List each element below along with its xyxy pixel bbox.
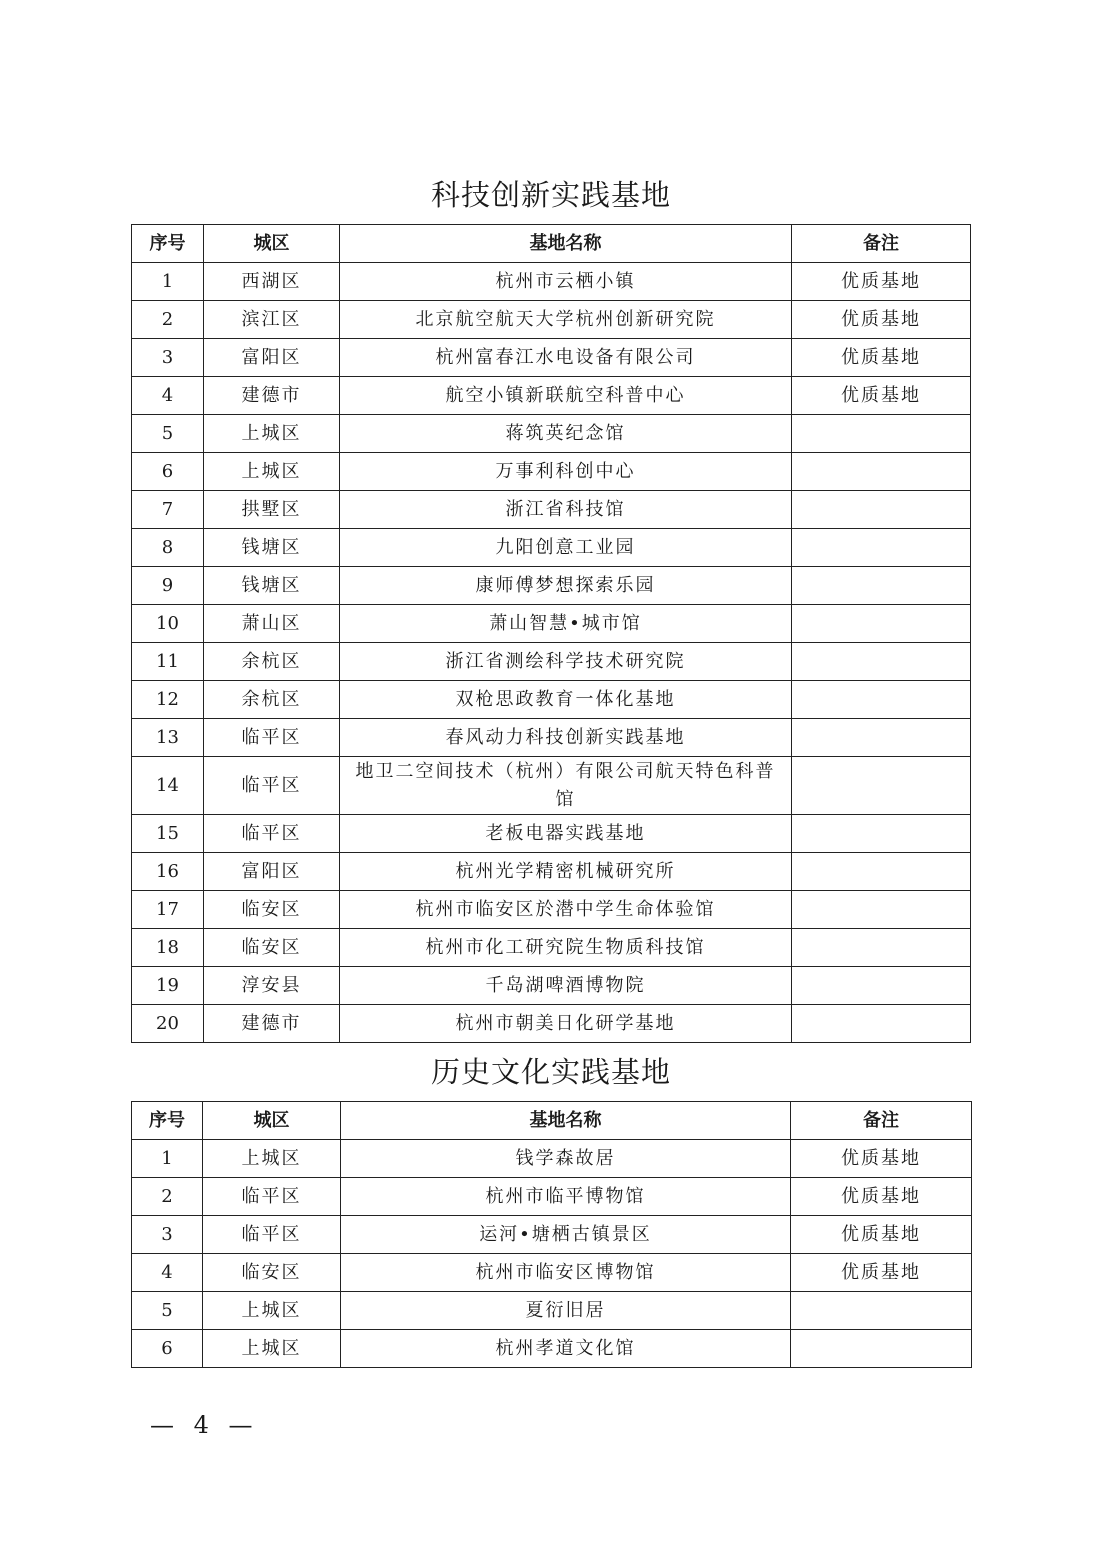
cell-remark: 优质基地: [791, 1216, 972, 1254]
cell-base-name: 杭州市朝美日化研学基地: [340, 1005, 792, 1043]
cell-district: 临平区: [204, 719, 340, 757]
header-remark: 备注: [792, 225, 971, 263]
history-base-table: [131, 1101, 972, 1368]
cell-base-name: 杭州孝道文化馆: [341, 1330, 791, 1368]
table-row: [132, 1330, 972, 1368]
table-row: [132, 415, 971, 453]
cell-base-name: 地卫二空间技术（杭州）有限公司航天特色科普馆: [340, 757, 792, 815]
cell-base-name: 蒋筑英纪念馆: [340, 415, 792, 453]
table-row: [132, 719, 971, 757]
cell-remark: [792, 757, 971, 815]
cell-remark: 优质基地: [792, 377, 971, 415]
cell-index: 13: [132, 719, 204, 757]
cell-index: 20: [132, 1005, 204, 1043]
cell-remark: [792, 491, 971, 529]
cell-remark: 优质基地: [792, 301, 971, 339]
cell-remark: [792, 815, 971, 853]
cell-remark: [792, 529, 971, 567]
table-header-row: [132, 225, 971, 263]
cell-index: 19: [132, 967, 204, 1005]
section-title-tech: 科技创新实践基地: [430, 178, 671, 212]
cell-remark: [792, 415, 971, 453]
cell-district: 临平区: [203, 1216, 341, 1254]
cell-base-name: 杭州光学精密机械研究所: [340, 853, 792, 891]
cell-base-name: 萧山智慧•城市馆: [340, 605, 792, 643]
cell-base-name: 浙江省测绘科学技术研究院: [340, 643, 792, 681]
cell-remark: [792, 891, 971, 929]
cell-base-name: 钱学森故居: [341, 1140, 791, 1178]
cell-index: 9: [132, 567, 204, 605]
cell-district: 临平区: [203, 1178, 341, 1216]
table-row: [132, 605, 971, 643]
cell-index: 6: [132, 453, 204, 491]
table-row: [132, 1005, 971, 1043]
table-row: [132, 853, 971, 891]
cell-remark: 优质基地: [792, 263, 971, 301]
cell-base-name: 老板电器实践基地: [340, 815, 792, 853]
cell-index: 1: [132, 263, 204, 301]
table-row: [132, 1216, 972, 1254]
cell-index: 5: [132, 415, 204, 453]
cell-index: 6: [132, 1330, 203, 1368]
table-row: [132, 1292, 972, 1330]
cell-index: 12: [132, 681, 204, 719]
header-index: 序号: [132, 1102, 203, 1140]
section-title-history: 历史文化实践基地: [430, 1055, 671, 1089]
cell-base-name: 运河•塘栖古镇景区: [341, 1216, 791, 1254]
cell-district: 西湖区: [204, 263, 340, 301]
table-row: [132, 377, 971, 415]
cell-index: 7: [132, 491, 204, 529]
cell-district: 余杭区: [204, 643, 340, 681]
table-row: [132, 929, 971, 967]
header-district: 城区: [204, 225, 340, 263]
history-table-body: [132, 1140, 972, 1368]
cell-index: 4: [132, 377, 204, 415]
cell-district: 富阳区: [204, 339, 340, 377]
cell-index: 18: [132, 929, 204, 967]
cell-base-name: 杭州市临安区博物馆: [341, 1254, 791, 1292]
cell-remark: [792, 643, 971, 681]
header-base-name: 基地名称: [340, 225, 792, 263]
cell-remark: [792, 1005, 971, 1043]
cell-base-name: 夏衍旧居: [341, 1292, 791, 1330]
cell-base-name: 杭州市化工研究院生物质科技馆: [340, 929, 792, 967]
cell-base-name: 双枪思政教育一体化基地: [340, 681, 792, 719]
header-remark: 备注: [791, 1102, 972, 1140]
cell-base-name: 千岛湖啤酒博物院: [340, 967, 792, 1005]
table-row: [132, 815, 971, 853]
table-row: [132, 491, 971, 529]
cell-base-name: 杭州市临安区於潜中学生命体验馆: [340, 891, 792, 929]
tech-table-body: [132, 263, 971, 1043]
cell-district: 滨江区: [204, 301, 340, 339]
table-row: [132, 681, 971, 719]
cell-base-name: 北京航空航天大学杭州创新研究院: [340, 301, 792, 339]
header-index: 序号: [132, 225, 204, 263]
cell-base-name: 九阳创意工业园: [340, 529, 792, 567]
cell-district: 上城区: [203, 1330, 341, 1368]
cell-remark: 优质基地: [791, 1178, 972, 1216]
cell-remark: [792, 929, 971, 967]
cell-district: 淳安县: [204, 967, 340, 1005]
cell-index: 14: [132, 757, 204, 815]
table-row: [132, 1178, 972, 1216]
cell-index: 5: [132, 1292, 203, 1330]
cell-index: 10: [132, 605, 204, 643]
cell-district: 萧山区: [204, 605, 340, 643]
table-row: [132, 1254, 972, 1292]
cell-district: 建德市: [204, 1005, 340, 1043]
cell-district: 钱塘区: [204, 567, 340, 605]
cell-district: 钱塘区: [204, 529, 340, 567]
cell-district: 上城区: [204, 415, 340, 453]
cell-remark: [792, 453, 971, 491]
cell-district: 临安区: [204, 891, 340, 929]
cell-base-name: 航空小镇新联航空科普中心: [340, 377, 792, 415]
cell-base-name: 杭州富春江水电设备有限公司: [340, 339, 792, 377]
cell-base-name: 浙江省科技馆: [340, 491, 792, 529]
tech-base-table: [131, 224, 971, 1043]
cell-index: 3: [132, 1216, 203, 1254]
cell-base-name: 杭州市临平博物馆: [341, 1178, 791, 1216]
table-row: [132, 529, 971, 567]
cell-index: 8: [132, 529, 204, 567]
cell-base-name: 康师傅梦想探索乐园: [340, 567, 792, 605]
header-district: 城区: [203, 1102, 341, 1140]
table-row: [132, 1140, 972, 1178]
cell-remark: [791, 1292, 972, 1330]
cell-base-name: 杭州市云栖小镇: [340, 263, 792, 301]
cell-index: 16: [132, 853, 204, 891]
table-row: [132, 301, 971, 339]
cell-index: 3: [132, 339, 204, 377]
cell-index: 2: [132, 1178, 203, 1216]
cell-base-name: 万事利科创中心: [340, 453, 792, 491]
cell-base-name: 春风动力科技创新实践基地: [340, 719, 792, 757]
table-row: [132, 891, 971, 929]
cell-remark: [792, 967, 971, 1005]
cell-remark: [792, 605, 971, 643]
cell-remark: [791, 1330, 972, 1368]
cell-index: 15: [132, 815, 204, 853]
cell-district: 临安区: [203, 1254, 341, 1292]
table-row: [132, 967, 971, 1005]
table-row: [132, 567, 971, 605]
cell-remark: 优质基地: [791, 1254, 972, 1292]
cell-remark: [792, 681, 971, 719]
cell-district: 临平区: [204, 757, 340, 815]
table-row: [132, 263, 971, 301]
table-row: [132, 339, 971, 377]
table-row: [132, 643, 971, 681]
cell-district: 临平区: [204, 815, 340, 853]
table-header-row: [132, 1102, 972, 1140]
cell-district: 建德市: [204, 377, 340, 415]
header-base-name: 基地名称: [341, 1102, 791, 1140]
cell-remark: [792, 853, 971, 891]
cell-remark: 优质基地: [791, 1140, 972, 1178]
cell-index: 2: [132, 301, 204, 339]
table-row: [132, 453, 971, 491]
cell-district: 上城区: [203, 1140, 341, 1178]
cell-remark: [792, 719, 971, 757]
cell-district: 拱墅区: [204, 491, 340, 529]
cell-index: 17: [132, 891, 204, 929]
cell-district: 临安区: [204, 929, 340, 967]
page-number: — 4 —: [150, 1411, 259, 1439]
cell-district: 余杭区: [204, 681, 340, 719]
cell-remark: [792, 567, 971, 605]
cell-index: 1: [132, 1140, 203, 1178]
cell-district: 上城区: [204, 453, 340, 491]
cell-index: 11: [132, 643, 204, 681]
cell-index: 4: [132, 1254, 203, 1292]
cell-remark: 优质基地: [792, 339, 971, 377]
cell-district: 上城区: [203, 1292, 341, 1330]
cell-district: 富阳区: [204, 853, 340, 891]
table-row: [132, 757, 971, 815]
